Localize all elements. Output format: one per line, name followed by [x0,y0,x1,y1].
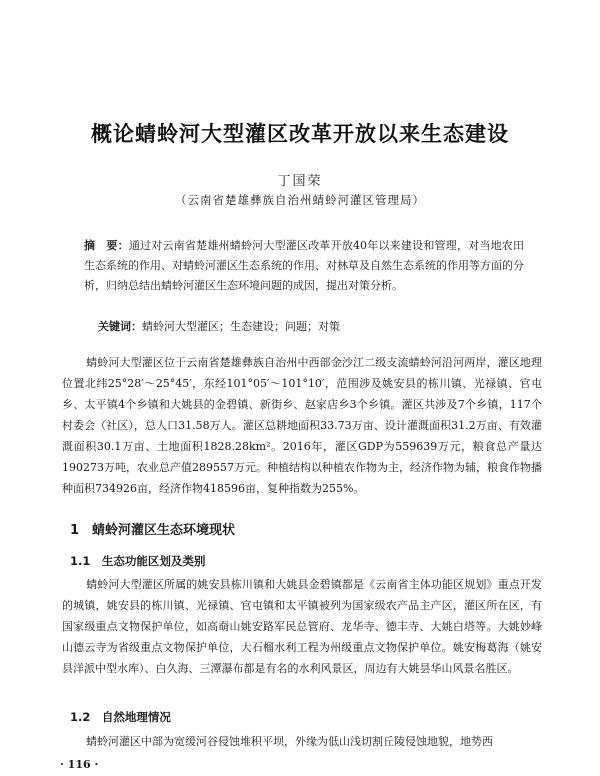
author-affiliation: （云南省楚雄彝族自治州蜻蛉河灌区管理局） [175,193,425,207]
paper-title: 概论蜻蛉河大型灌区改革开放以来生态建设 [91,122,509,146]
keywords [98,318,528,336]
abstract [84,236,524,296]
section-heading-1: 1 蜻蛉河灌区生态环境现状 [70,523,236,538]
subsection-paragraph-1-1: 蜻蛉河大型灌区所属的姚安县栋川镇和大姚县金碧镇都是《云南省主体功能区规划》重点开发的城镇，姚安县的栋川镇、光禄镇、官屯镇和太平镇被列为国家级农产品主产区，灌区所在区，有国家级重点文物保护单位，如高奣山姚安路军民总管府、龙华寺、德丰寺、大姚白塔等。大姚妙峰山德云寺为省级重点文物保护单位，大石榴水利工程为州级重点文物保护单位。姚安梅葛海（姚安县洋派中型水库）、白久海、三潭瀑布都是有名的水利风景区，周边有大姚昙华山风景名胜区。 [62,578,542,675]
subsection-heading-1-1: 1.1 生态功能区划及类别 [70,554,206,568]
subsection-paragraph-1-2-block [62,731,542,752]
subsection-paragraph-1-1-block [62,574,542,679]
subsection-paragraph-1-2: 蜻蛉河灌区中部为宽缓河谷侵蚀堆积平坝，外缘为低山浅切割丘陵侵蚀地貌，地势西 [86,735,493,748]
intro-paragraph-block [62,352,542,499]
subsection-heading-1-2: 1.2 自然地理情况 [70,710,171,724]
keywords-text: 蜻蛉河大型灌区；生态建设；问题；对策 [142,320,340,333]
intro-paragraph: 蜻蛉河大型灌区位于云南省楚雄彝族自治州中西部金沙江二级支流蜻蛉河沿河两岸，灌区地理位置北纬25°28′～25°45′，东经101°05′～101°10′，范围涉及姚安县的栋川镇、光禄镇、官屯乡、太平镇4个乡镇和大姚县的金碧镇、新街乡、赵家店乡3个乡镇。灌区共涉及7个乡镇，117个村委会（社区），总人口31.58万人。灌区总耕地面积33.73万亩、设计灌溉面积31.2万亩、有效灌溉面积30.1万亩、土地面积1828.28km²。2016年，灌区GDP为559639万元，粮食总产量达190273万吨，农业总产值289557万元。种植结构以种植农作物为主，经济作物为辅，粮食作物播种面积734926亩，经济作物418596亩，复种指数为255%。 [62,356,542,495]
page-number: · 116 · [60,758,99,771]
keywords-label: 关键词： [98,320,142,333]
abstract-text: 通过对云南省楚雄州蜻蛉河大型灌区改革开放40年以来建设和管理，对当地农田生态系统的作用、对蜻蛉河灌区生态系统的作用、对林草及自然生态系统的作用等方面的分析，归纳总结出蜻蛉河灌区生态环境问题的成因，提出对策分析。 [84,239,524,292]
abstract-label: 摘 要： [84,239,129,252]
author-name: 丁国荣 [277,174,323,189]
